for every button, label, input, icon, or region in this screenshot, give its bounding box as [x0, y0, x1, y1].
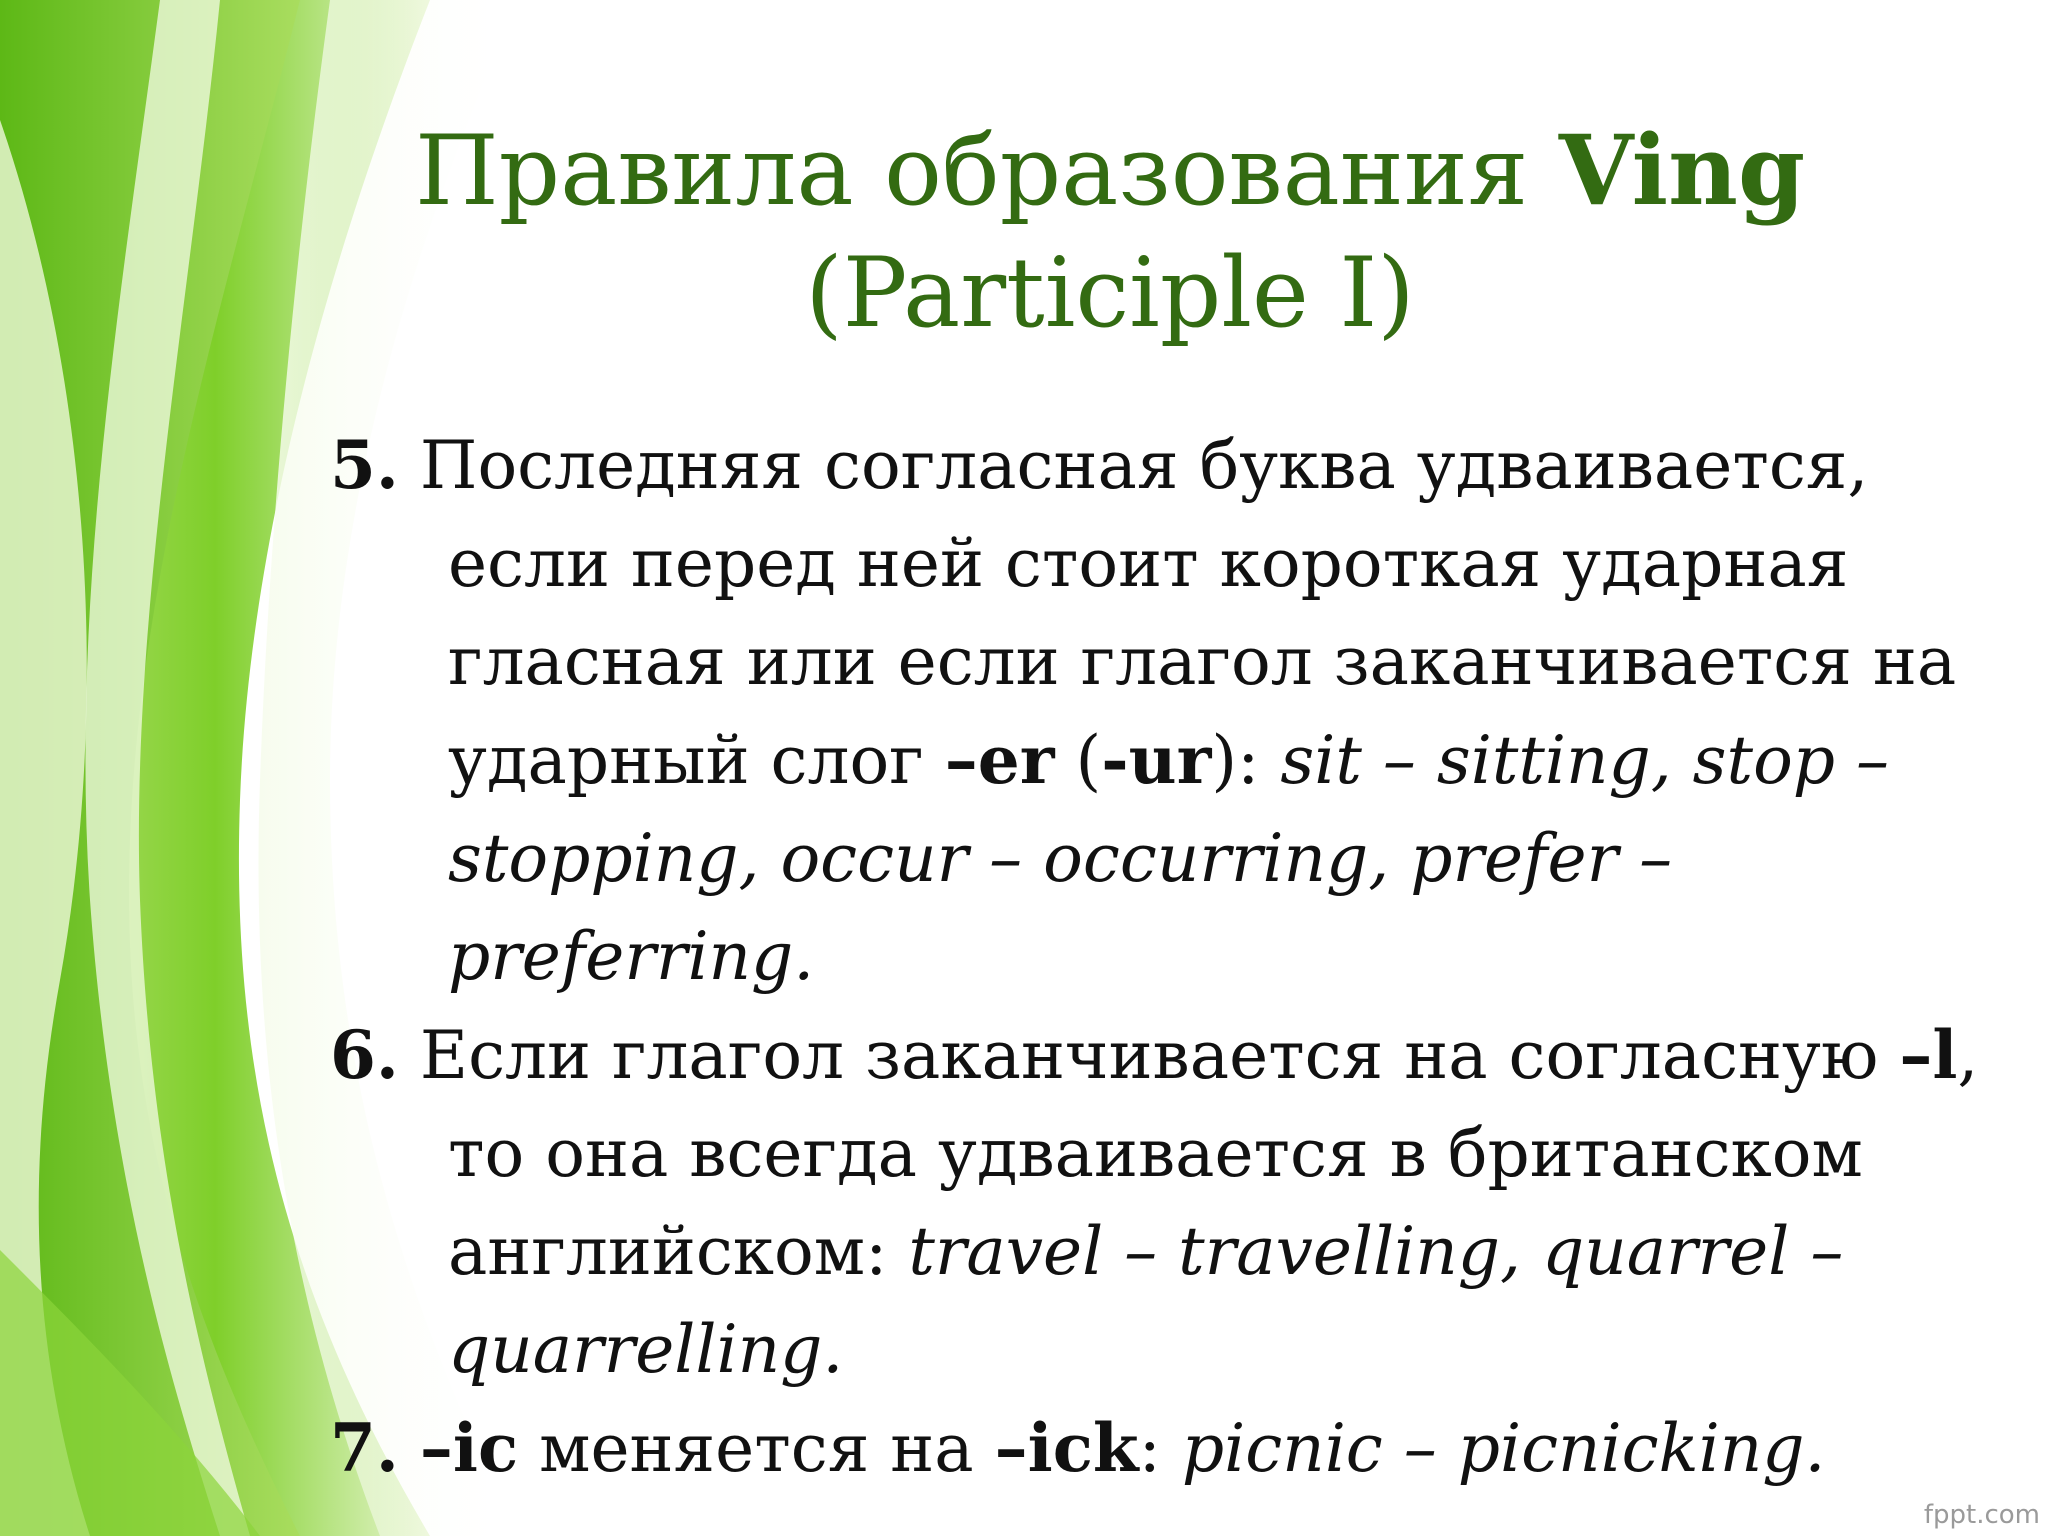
rule-text: меняется на: [518, 1410, 995, 1487]
rule-text: Если глагол заканчивается на согласную: [398, 1017, 1900, 1094]
rule-item-7: [330, 1399, 2020, 1498]
rule-text: Последняя согласная буква удваивается, если перед ней стоит короткая ударная гласная или если глагол заканчивается на ударный слог: [398, 427, 1957, 799]
title-bold-ving: Ving: [1558, 114, 1806, 227]
rule-suffix: -ur: [1101, 721, 1212, 799]
rule-item-5: [330, 416, 2020, 1006]
rule-suffix: –l: [1899, 1016, 1958, 1094]
rule-examples: sit – sitting, stop – stopping, occur – occurring, prefer – preferring.: [448, 722, 1890, 995]
rule-number: 5.: [330, 426, 399, 504]
rule-suffix: –er: [944, 721, 1055, 799]
rule-text: [399, 1410, 420, 1487]
title-main: Правила образования: [414, 115, 1559, 227]
rule-examples: travel – travelling, quarrel – quarrelling.: [448, 1213, 1844, 1388]
rule-suffix: –ick: [994, 1409, 1139, 1487]
rule-text: , то она всегда удваивается в британском английском:: [448, 1017, 1979, 1290]
rule-examples: picnic – picnicking.: [1181, 1410, 1826, 1487]
watermark: fppt.com: [1923, 1500, 2040, 1530]
rule-text: ):: [1211, 722, 1281, 799]
rule-suffix: –ic: [419, 1409, 519, 1487]
rule-number: 7.: [330, 1409, 399, 1487]
slide-title: [330, 110, 1890, 354]
rules-list: [330, 416, 2020, 1498]
rule-text: :: [1138, 1410, 1182, 1487]
title-sub: (Participle I): [805, 237, 1415, 349]
rule-number: 6.: [330, 1016, 399, 1094]
rule-text: (: [1054, 722, 1102, 799]
rule-item-6: [330, 1006, 2020, 1399]
